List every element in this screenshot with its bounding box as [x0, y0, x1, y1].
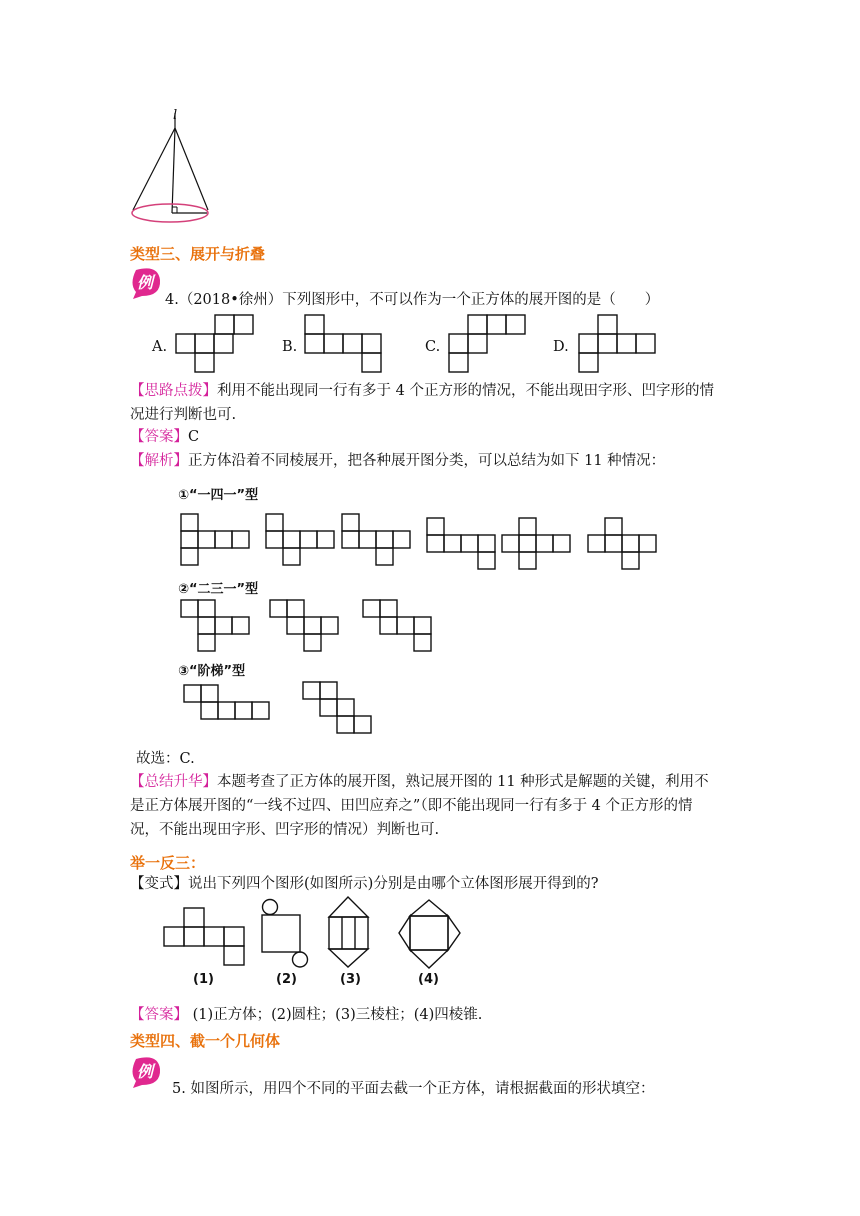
option-c-label: C.: [425, 339, 441, 355]
example-badge-label: 例: [137, 273, 154, 292]
type1-label: ①“一四一”型: [178, 488, 259, 503]
summary-line-2: 是正方体展开图的“一线不过四、田凹应弃之”（即不能出现同一行有多于 4 个正方形的情: [130, 798, 693, 814]
variant-answer-line: 【答案】 (1)正方体；(2)圆柱；(3)三棱柱；(4)四棱锥.: [130, 1007, 483, 1023]
summary-line-3: 况，不能出现田字形、凹字形的情况）判断也可.: [130, 822, 440, 838]
summary-line-1: 【总结升华】本题考查了正方体的展开图，熟记展开图的 11 种形式是解题的关键，利用不: [130, 774, 709, 790]
cone-figure: [125, 110, 220, 235]
analysis-tag: 【解析】: [130, 453, 188, 469]
hint-tag: 【思路点拨】: [130, 383, 217, 399]
question-4: 4.（2018•徐州）下列图形中，不可以作为一个正方体的展开图的是（ ）: [165, 292, 660, 308]
question-5: 5. 如图所示，用四个不同的平面去截一个正方体，请根据截面的形状填空：: [172, 1081, 655, 1097]
type2-label: ②“二三一”型: [178, 582, 259, 597]
variant-figure-4: [398, 898, 462, 970]
option-b-label: B.: [282, 339, 298, 355]
hint-line-1: 【思路点拨】利用不能出现同一行有多于 4 个正方形的情况，不能出现田字形、凹字形的情: [130, 383, 714, 399]
option-c-net: [448, 314, 530, 376]
option-d-net: [578, 314, 660, 376]
variant-answer-tag: 【答案】: [130, 1007, 188, 1023]
hint-line-2: 况进行判断也可.: [130, 407, 237, 423]
example-badge-label-2: 例: [137, 1062, 154, 1081]
variant-label-4: (4): [418, 972, 439, 987]
nets-231-row: [180, 598, 440, 656]
analysis-line: 【解析】正方体沿着不同棱展开，把各种展开图分类，可以总结为如下 11 种情况：: [130, 453, 666, 469]
section4-heading: 类型四、截一个几何体: [130, 1032, 281, 1050]
answer-line: [130, 425, 199, 449]
option-b-net: [304, 314, 386, 376]
type3-label: ③“阶梯”型: [178, 664, 246, 679]
variant-label-2: (2): [276, 972, 297, 987]
variant-line: 【变式】说出下列四个图形(如图所示)分别是由哪个立体图形展开得到的?: [130, 876, 599, 892]
variant-figure-3: [326, 895, 372, 969]
variant-label-3: (3): [340, 972, 361, 987]
answer-value: C: [188, 429, 200, 445]
cone-axis-label: l: [173, 108, 178, 123]
nets-141-row: [180, 512, 660, 572]
option-a-label: A.: [152, 339, 168, 355]
variant-label-1: (1): [193, 972, 214, 987]
section3-heading: 类型三、展开与折叠: [130, 245, 266, 263]
summary-tag: 【总结升华】: [130, 774, 217, 790]
variant-tag: 【变式】: [130, 876, 188, 892]
nets-stair-row: [183, 680, 383, 740]
choose-line: 故选：C.: [136, 751, 195, 767]
answer-tag: 【答案】: [130, 429, 188, 445]
option-a-net: [175, 314, 255, 376]
variant-figure-2: [258, 898, 314, 968]
practice-heading: 举一反三：: [130, 854, 206, 872]
option-d-label: D.: [553, 339, 569, 355]
variant-figure-1: [163, 907, 248, 967]
